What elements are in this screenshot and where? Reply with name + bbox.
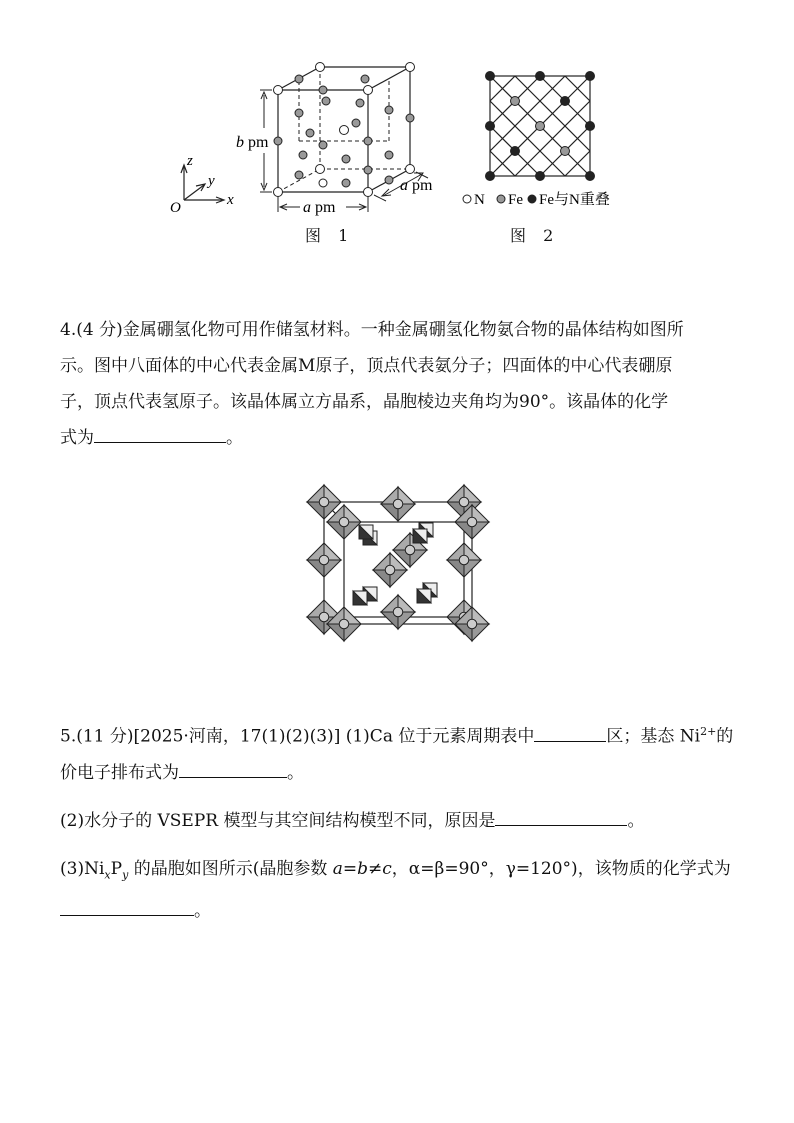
q5-line-1	[60, 714, 740, 755]
figure-octahedra-crystal	[300, 478, 496, 648]
q5-sub-y: y	[122, 868, 129, 882]
q4-line-4-suffix: 。	[226, 428, 243, 448]
q5-line-2	[60, 755, 740, 791]
axis-x-label: x	[227, 192, 234, 208]
a-bottom-unit: pm	[315, 199, 336, 216]
tetrahedron	[417, 589, 431, 603]
octahedron	[307, 543, 341, 577]
q5-ni-charge: 2+	[700, 725, 717, 738]
axis-z-label: z	[187, 153, 193, 169]
a-bottom-label: a	[303, 199, 311, 216]
tetrahedron	[413, 529, 427, 543]
q5-line-3-b: 。	[627, 810, 645, 831]
q5-line-4-a: (3)Ni	[60, 858, 105, 879]
legend-fe-marker	[497, 195, 505, 203]
q4-answer-blank[interactable]	[94, 424, 226, 443]
a-side-label: a	[400, 177, 408, 194]
q5-line-1-c: 的	[716, 726, 734, 747]
figure2-caption: 图 2	[510, 226, 560, 245]
tetrahedron	[359, 525, 373, 539]
q5-config-blank[interactable]	[179, 759, 287, 778]
legend-overlap-label: Fe与N重叠	[539, 192, 610, 208]
axis-origin-label: O	[170, 200, 181, 216]
q5-line-4-b: P	[110, 858, 123, 879]
octahedron	[447, 543, 481, 577]
figure1-cubic-cell	[160, 55, 640, 255]
octahedra-crystal-svg	[300, 478, 496, 648]
legend-overlap-marker	[528, 195, 536, 203]
question-4	[60, 312, 740, 456]
q5-cell-condition: a=b≠c	[332, 858, 392, 879]
q5-line-5-b: 。	[194, 901, 211, 922]
q5-line-2-b: 。	[287, 762, 304, 783]
q5-line-4	[60, 851, 740, 893]
q4-line-1: 4.(4 分)金属硼氢化物可用作储氢材料。一种金属硼氢化物氨合物的晶体结构如图所	[60, 320, 684, 340]
figure-crystal-cells	[160, 55, 640, 255]
q5-line-4-c: 的晶胞如图所示(晶胞参数	[128, 858, 333, 879]
axis-y-label: y	[208, 173, 215, 189]
b-label: b	[236, 134, 244, 151]
legend-n-marker	[463, 195, 471, 203]
q4-line-2: 示。图中八面体的中心代表金属M原子，顶点代表氨分子；四面体的中心代表硼原	[60, 356, 673, 376]
q5-line-1-b: 区；基态 Ni	[606, 726, 701, 747]
q4-line-4	[60, 420, 740, 456]
q5-line-1-a: 5.(11 分)[2025·河南，17(1)(2)(3)] (1)Ca 位于元素周期表中	[60, 726, 535, 747]
a-side-unit: pm	[412, 177, 433, 194]
q5-line-4-d: ，α=β=90°，γ=120°)，该物质的化学式为	[391, 858, 731, 879]
tetrahedron	[353, 591, 367, 605]
question-5	[60, 714, 740, 929]
q5-formula-blank[interactable]	[60, 897, 194, 916]
q5-sub-x: x	[104, 868, 111, 882]
q5-line-5	[60, 893, 740, 929]
legend-fe-label: Fe	[508, 192, 523, 208]
q5-block-blank[interactable]	[534, 723, 606, 742]
q5-reason-blank[interactable]	[495, 807, 627, 826]
octahedron	[381, 487, 415, 521]
q5-line-2-a: 价电子排布式为	[60, 762, 179, 783]
figure1-caption: 图 1	[305, 226, 355, 245]
q4-line-4-prefix: 式为	[60, 428, 94, 448]
q5-line-3-a: (2)水分子的 VSEPR 模型与其空间结构模型不同，原因是	[60, 810, 496, 831]
q5-line-3	[60, 803, 740, 839]
legend-n-label: N	[474, 192, 485, 208]
b-unit: pm	[248, 134, 269, 151]
q4-line-3: 子，顶点代表氢原子。该晶体属立方晶系，晶胞棱边夹角均为90°。该晶体的化学	[60, 392, 669, 412]
